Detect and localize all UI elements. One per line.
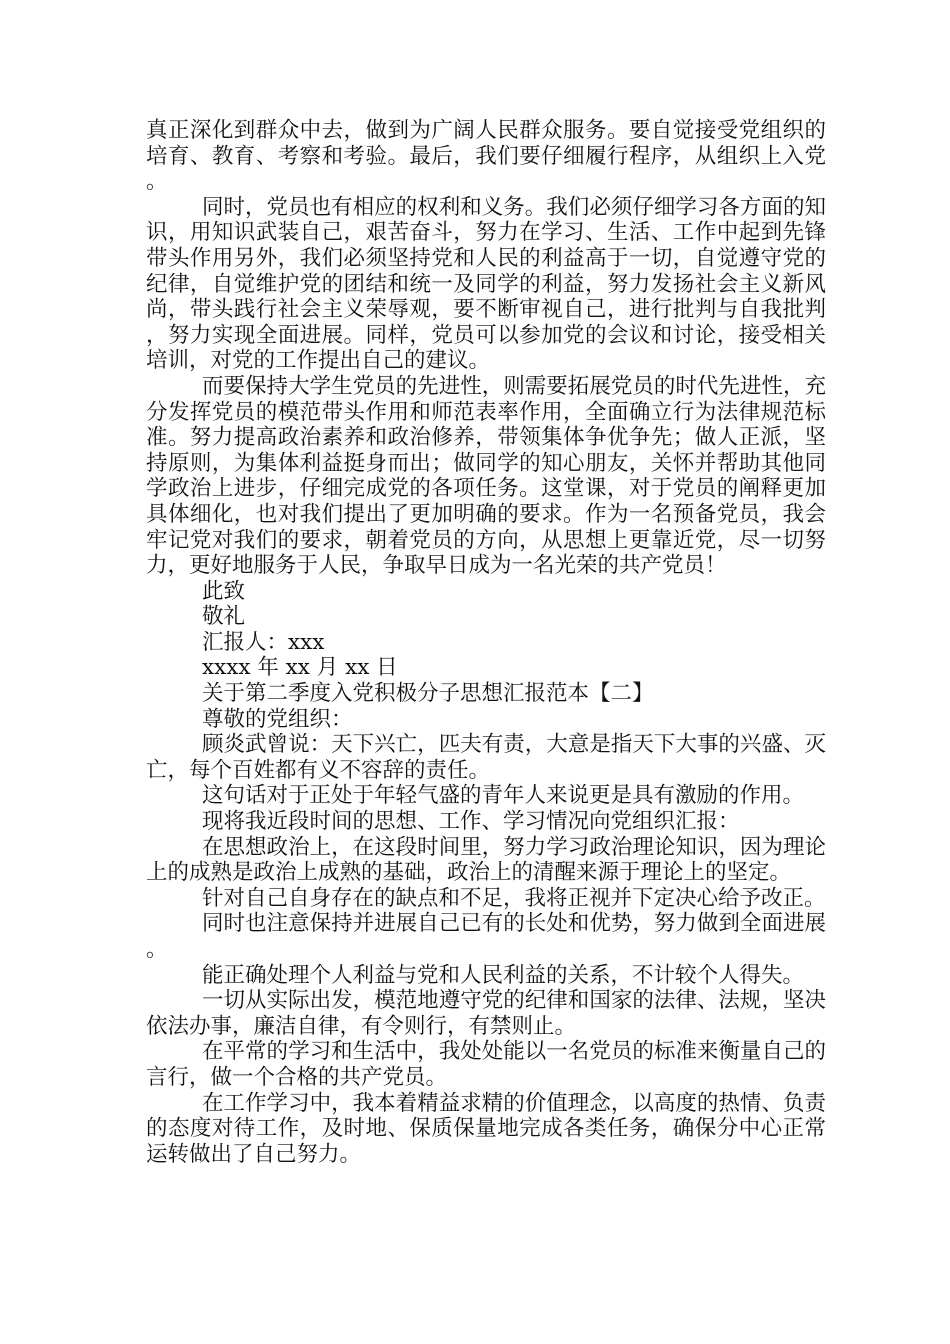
paragraph: 在平常的学习和生活中，我处处能以一名党员的标准来衡量自己的言行，做一个合格的共产党员。 bbox=[146, 1039, 826, 1090]
section-title: 关于第二季度入党积极分子思想汇报范本【二】 bbox=[202, 681, 654, 707]
paragraph: 针对自己自身存在的缺点和不足，我将正视并下定决心给予改正。 bbox=[202, 885, 826, 911]
paragraph-rights-duties: 同时，党员也有相应的权利和义务。我们必须仔细学习各方面的知识，用知识武装自己，艰苦奋斗，努力在学习、生活、工作中起到先锋带头作用另外，我们必须坚持党和人民的利益高于一切，自觉遵守党的纪律，自觉维护党的团结和统一及同学的利益，努力发扬社会主义新风尚，带头践行社会主义荣辱观，要不断审视自己，进行批判与自我批判，努力实现全面进展。同样，党员可以参加党的会议和讨论，接受相关培训，对党的工作提出自己的建议。 bbox=[146, 194, 826, 374]
closing-salutation: 此致 bbox=[202, 578, 246, 604]
paragraph: 一切从实际出发，模范地遵守党的纪律和国家的法律、法规，坚决依法办事，廉洁自律，有令则行，有禁则止。 bbox=[146, 988, 826, 1039]
document-page bbox=[146, 118, 826, 1167]
paragraph: 同时也注意保持并进展自己已有的长处和优势，努力做到全面进展。 bbox=[146, 911, 826, 962]
paragraph: 能正确处理个人利益与党和人民利益的关系，不计较个人得失。 bbox=[202, 962, 805, 988]
reporter-name: 汇报人：xxx bbox=[202, 629, 325, 655]
paragraph: 顾炎武曾说：天下兴亡，匹夫有责，大意是指天下大事的兴盛、灭亡，每个百姓都有义不容辞的责任。 bbox=[146, 732, 826, 783]
paragraph-advancement: 而要保持大学生党员的先进性，则需要拓展党员的时代先进性，充分发挥党员的模范带头作用和师范表率作用，全面确立行为法律规范标准。努力提高政治素养和政治修养，带领集体争优争先；做人正派，坚持原则，为集体利益挺身而出；做同学的知心朋友，关怀并帮助其他同学政治上进步，仔细完成党的各项任务。这堂课，对于党员的阐释更加具体细化，也对我们提出了更加明确的要求。作为一名预备党员，我会牢记党对我们的要求，朝着党员的方向，从思想上更靠近党，尽一切努力，更好地服务于人民，争取早日成为一名光荣的共产党员！ bbox=[146, 373, 826, 579]
report-date: xxxx 年 xx 月 xx 日 bbox=[202, 655, 398, 681]
paragraph: 在工作学习中，我本着精益求精的价值理念，以高度的热情、负责的态度对待工作，及时地、保质保量地完成各类任务，确保分中心正常运转做出了自己努力。 bbox=[146, 1090, 826, 1167]
paragraph: 现将我近段时间的思想、工作、学习情况向党组织汇报： bbox=[202, 809, 740, 835]
paragraph: 这句话对于正处于年轻气盛的青年人来说更是具有激励的作用。 bbox=[202, 783, 805, 809]
greeting: 尊敬的党组织： bbox=[202, 706, 353, 732]
closing-regards: 敬礼 bbox=[202, 604, 246, 630]
paragraph: 在思想政治上，在这段时间里，努力学习政治理论知识，因为理论上的成熟是政治上成熟的基础，政治上的清醒来源于理论上的坚定。 bbox=[146, 834, 826, 886]
paragraph-continuation: 真正深化到群众中去，做到为广阔人民群众服务。要自觉接受党组织的培育、教育、考察和考验。最后，我们要仔细履行程序，从组织上入党。 bbox=[146, 118, 826, 195]
